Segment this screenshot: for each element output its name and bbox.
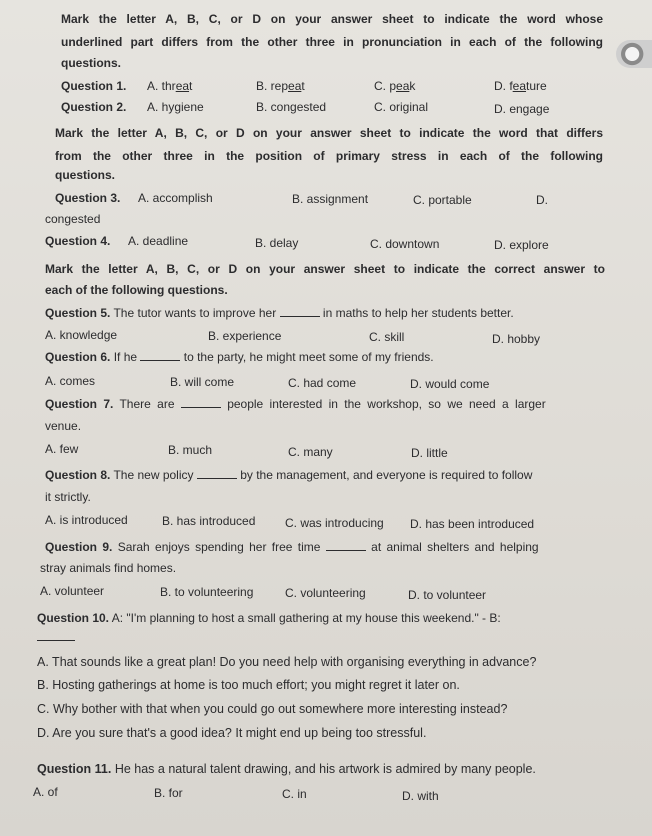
stress-instructions-line-2: from the other three in the position of primary stress in each of the following [55, 149, 603, 163]
question-9-option-a: A. volunteer [40, 584, 105, 598]
question-7-option-a: A. few [45, 442, 79, 456]
question-5-option-a: A. knowledge [45, 328, 118, 342]
question-7-option-d: D. little [411, 446, 448, 460]
question-3-option-c: C. portable [413, 193, 472, 207]
question-10-stem: Question 10. A: "I'm planning to host a small gathering at my house this weekend." - B: [37, 611, 501, 625]
question-7-stem-continued: venue. [45, 419, 82, 433]
question-6-option-c: C. had come [288, 376, 357, 390]
question-7-stem: Question 7. There are people interested in the workshop, so we need a larger [45, 397, 546, 411]
question-2-option-d: D. engage [494, 102, 550, 116]
question-8-option-a: A. is introduced [45, 513, 128, 527]
question-2-option-b: B. congested [256, 100, 327, 114]
question-5-option-c: C. skill [369, 330, 405, 344]
question-8-option-b: B. has introduced [162, 514, 256, 528]
stress-instructions-line-3: questions. [55, 168, 116, 182]
question-3-option-d-text: congested [45, 212, 101, 226]
question-9-stem-continued: stray animals find homes. [40, 561, 177, 575]
question-9-stem: Question 9. Sarah enjoys spending her free time at animal shelters and helping [45, 540, 539, 554]
question-11-option-b: B. for [154, 786, 183, 800]
question-9-option-b: B. to volunteering [160, 585, 254, 599]
question-2-option-a: A. hygiene [147, 100, 204, 114]
question-10-option-b: B. Hosting gatherings at home is too much effort; you might regret it later on. [37, 678, 460, 692]
pronunciation-instructions-line-3: questions. [61, 56, 122, 70]
question-5-stem: Question 5. The tutor wants to improve her in maths to help her students better. [45, 306, 514, 320]
question-3-label: Question 3. [55, 191, 121, 205]
question-6-option-b: B. will come [170, 375, 235, 389]
question-6-option-d: D. would come [410, 377, 490, 391]
question-6-stem: Question 6. If he to the party, he might meet some of my friends. [45, 350, 434, 364]
question-8-stem-continued: it strictly. [45, 490, 91, 504]
pronunciation-instructions-line-1: Mark the letter A, B, C, or D on your answer sheet to indicate the word whose [61, 12, 603, 26]
question-8-option-d: D. has been introduced [410, 517, 535, 531]
correct-answer-instructions-line-2: each of the following questions. [45, 283, 228, 297]
question-11-option-d: D. with [402, 789, 439, 803]
question-10-option-a: A. That sounds like a great plan! Do you need help with organising everything in advance? [37, 655, 537, 669]
question-4-label: Question 4. [45, 234, 111, 248]
question-1-option-a: A. threat [147, 79, 193, 93]
question-4-option-a: A. deadline [128, 234, 189, 248]
question-7-option-c: C. many [288, 445, 333, 459]
binder-ring-icon [616, 40, 652, 68]
question-1-option-c: C. peak [374, 79, 416, 93]
question-10-answer-blank [37, 630, 75, 645]
question-10-option-d: D. Are you sure that's a good idea? It might end up being too stressful. [37, 726, 427, 740]
question-4-option-d: D. explore [494, 238, 549, 252]
question-9-option-c: C. volunteering [285, 586, 366, 600]
question-8-stem: Question 8. The new policy by the management, and everyone is required to follow [45, 468, 533, 482]
question-3-option-b: B. assignment [292, 192, 369, 206]
question-9-option-d: D. to volunteer [408, 588, 487, 602]
stress-instructions-line-1: Mark the letter A, B, C, or D on your answer sheet to indicate the word that differs [55, 126, 603, 140]
pronunciation-instructions-line-2: underlined part differs from the other three in pronunciation in each of the following [61, 35, 603, 49]
question-4-option-c: C. downtown [370, 237, 440, 251]
question-6-option-a: A. comes [45, 374, 96, 388]
question-2-label: Question 2. [61, 100, 127, 114]
question-3-option-d: D. [536, 193, 548, 207]
question-11-stem: Question 11. He has a natural talent drawing, and his artwork is admired by many people. [37, 762, 536, 776]
question-5-option-b: B. experience [208, 329, 282, 343]
question-7-option-b: B. much [168, 443, 213, 457]
question-3-option-a: A. accomplish [138, 191, 213, 205]
question-2-option-c: C. original [374, 100, 429, 114]
question-1-label: Question 1. [61, 79, 127, 93]
question-11-option-c: C. in [282, 787, 307, 801]
question-11-option-a: A. of [33, 785, 58, 799]
correct-answer-instructions-line-1: Mark the letter A, B, C, or D on your answer sheet to indicate the correct answer to [45, 262, 605, 276]
question-4-option-b: B. delay [255, 236, 299, 250]
question-10-option-c: C. Why bother with that when you could go out somewhere more interesting instead? [37, 702, 508, 716]
question-1-option-d: D. feature [494, 79, 547, 93]
question-1-option-b: B. repeat [256, 79, 305, 93]
question-5-option-d: D. hobby [492, 332, 541, 346]
question-8-option-c: C. was introducing [285, 516, 384, 530]
